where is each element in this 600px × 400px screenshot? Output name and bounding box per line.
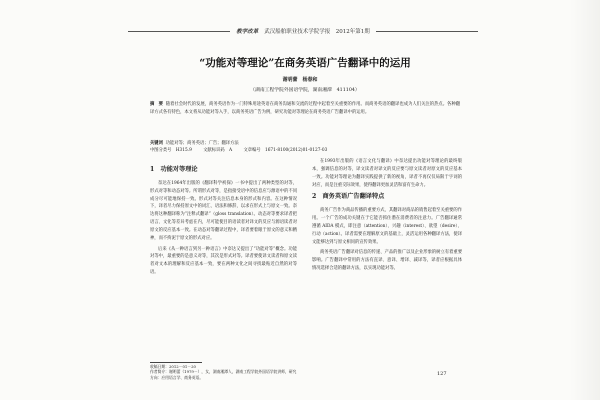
article-number: 文章编号 1671-8100(2012)01-0127-03 [243, 148, 328, 154]
article-authors: 谢明蕾 杨春和 [282, 77, 318, 83]
header-rule-right [376, 31, 478, 32]
article-metadata [150, 140, 460, 155]
abstract-block [150, 101, 460, 116]
running-header [128, 27, 478, 35]
author-affiliation: （湖南工程学院外国语学院，湖南湘潭 411104） [250, 88, 360, 93]
body-column-left [150, 162, 297, 280]
abstract-label: 摘 要 [150, 102, 163, 107]
clc-number: 中图分类号 H315.9 [150, 148, 192, 154]
footnote-received-date: 收稿日期：2012－01－20 [150, 364, 196, 369]
footnote-author-bio: 作者简介：谢明蕾（1979－），女，湖南湘潭人，湖南工程学院外国语学院讲师，研究方向：应用语言学、商务英语。 [150, 369, 297, 380]
document-code: 文献标识码 A [203, 148, 233, 154]
article-title: “功能对等理论”在商务英语广告翻译中的运用 [199, 57, 411, 69]
keywords-label: 关键词 [150, 141, 163, 146]
footnote-block [150, 364, 300, 380]
classification-line [150, 147, 460, 154]
keywords-line [150, 140, 460, 147]
header-journal-issue: 武汉船舶职业技术学院学报 2012年第1期 [264, 29, 370, 35]
header-column-name: 教学改革 [236, 29, 259, 35]
header-rule-left [128, 31, 230, 32]
body-paragraph: 后来《从一种语言到另一种语言》中奈达又提出了“功能对等”概念。功能对等中，最重要的是意义对等，其次是形式对等。译者要使译文读者和原文读者对文本的理解和反应基本一致，要在两种文化之间寻找最贴近自然的对等语。 [150, 246, 297, 276]
body-paragraph: 在1993年出版的《语言文化与翻译》中奈达提出功能对等理论的最终版本，强调信息的对等，译文读者对译文的反应要与原文读者对原文的反应基本一致。功能对等理论为翻译实践提供了新的视角，译者不再仅仅局限于字词的对应，而是注重交际效果，使得翻译更加灵活和富有生命力。 [312, 159, 462, 188]
body-paragraph: 奈达在1964年出版的《翻译科学初探》一书中提出了两种类型的对等，形式对等和动态对等。所谓形式对等，是指接受语中的信息应与源语中的不同成分尽可能地保持一致。形式对等关注信息本身的形式和内容。在这种情况下，译者尽力保持原文中的词汇、语法和修辞，以求在形式上与原文一致。奈达将这种翻译称为“注释式翻译”（gloss translation）。动态对等要求译者把语言、文化等差异考虑在内，尽可能使目的语读者对译文的反应与源语读者对原文的反应基本一致。在动态对等翻译过程中，译者要着眼于原文的意义和精神，而不拘泥于原文的形式对应。 [150, 180, 297, 241]
body-paragraph: 商务英语广告翻译对信息的传递、产品的推广以及企业形象的树立有着重要影响。广告翻译中常用的方法有直译、意译、增译、减译等，译者应根据具体情况选择合适的翻译方法，以实现功能对等。 [312, 250, 462, 272]
section-1-heading: 1 功能对等理论 [150, 166, 198, 173]
footnote-divider [150, 362, 202, 363]
abstract-text: 随着社会时代的发展，商务英语作为一门特殊用途英语在商务沟通和交流的过程中起着至关重要的作用。而商务英语的翻译也成为人们关注的热点。各种翻译方式各有特色，本文将从功能对等入手，以商务英语广告为例，研究功能对等理论在商务英语广告翻译中的运用。 [150, 102, 460, 115]
page-edge-shadow [570, 0, 600, 400]
keywords-text: 功能对等；商务英语；广告；翻译方法 [165, 141, 239, 146]
section-2-heading: 2 商务英语广告翻译特点 [312, 193, 385, 201]
body-paragraph: 商务广告作为商品传播的重要方式，其翻译对商品的销售起着至关重要的作用。一个广告的成功关键在于它能否抓住潜在消费者的注意力。广告翻译通常遵循 AIDA 模式，即注意（attention）、兴趣（interest）、欲望（desire）、行动（action）。译者需要在理解原文的基础上，灵活运用各种翻译方法，使译文能够达到与原文相同的宣传效果。 [312, 208, 462, 245]
page-number: 127 [437, 371, 447, 377]
body-column-right [312, 158, 462, 276]
